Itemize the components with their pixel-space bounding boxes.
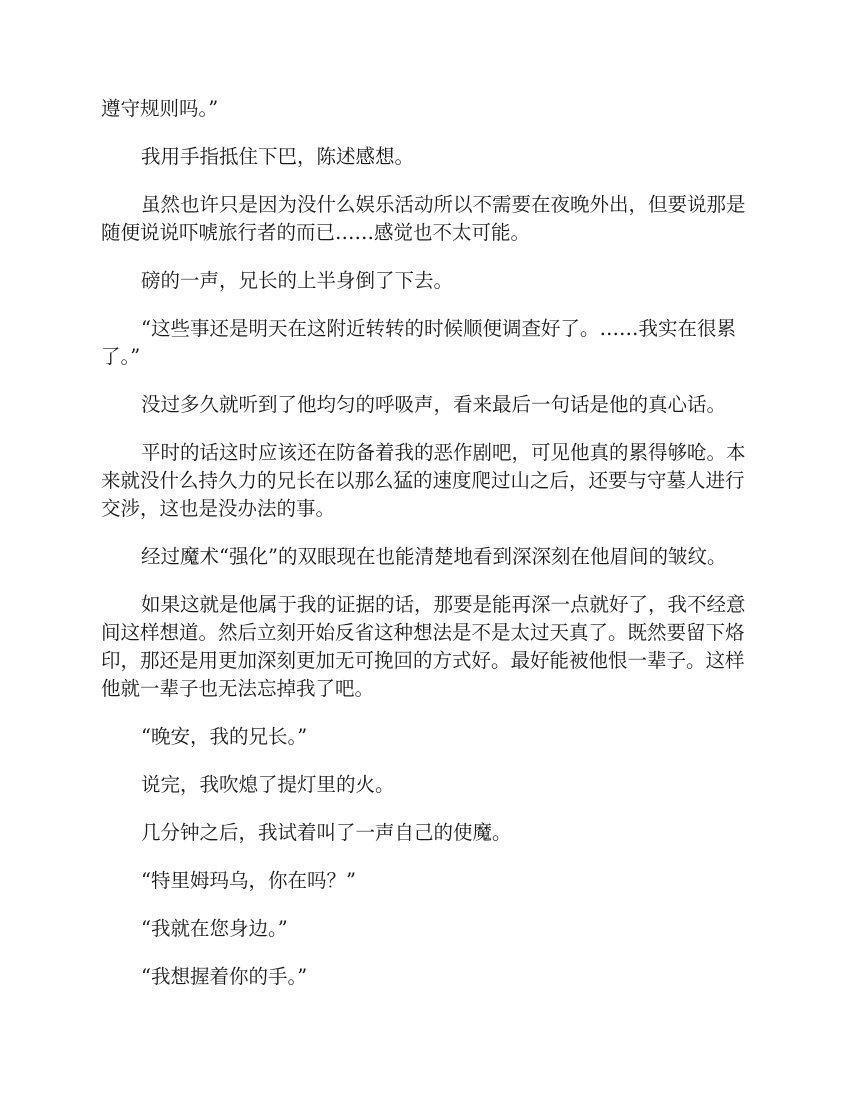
paragraph: 几分钟之后，我试着叫了一声自己的使魔。: [141, 821, 512, 844]
document-page: [101, 95, 749, 1011]
paragraph: 说完，我吹熄了提灯里的火。: [141, 773, 395, 796]
paragraph: 如果这就是他属于我的证据的话，那要是能再深一点就好了，我不经意间这样想道。然后立刻开始反省这种想法是不是太过天真了。既然要留下烙印，那还是用更加深刻更加无可挽回的方式好。最好能被他恨一辈子。这样他就一辈子也无法忘掉我了吧。: [101, 593, 746, 700]
paragraph: 我用手指抵住下巴，陈述感想。: [141, 145, 415, 168]
paragraph: “这些事还是明天在这附近转转的时候顺便调查好了。……我实在很累了。”: [101, 317, 736, 368]
paragraph: 磅的一声，兄长的上半身倒了下去。: [141, 269, 454, 292]
paragraph: “特里姆玛乌，你在吗？”: [141, 869, 356, 892]
paragraph: 平时的话这时应该还在防备着我的恶作剧吧，可见他真的累得够呛。本来就没什么持久力的兄长在以那么猛的速度爬过山之后，还要与守墓人进行交涉，这也是没办法的事。: [101, 441, 746, 520]
paragraph: “晚安，我的兄长。”: [141, 725, 308, 748]
paragraph: 虽然也许只是因为没什么娱乐活动所以不需要在夜晚外出，但要说那是随便说说吓唬旅行者的而已……感觉也不太可能。: [101, 193, 746, 244]
paragraph: “我想握着你的手。”: [141, 965, 308, 988]
paragraph: 遵守规则吗。”: [101, 97, 219, 120]
paragraph: “我就在您身边。”: [141, 917, 288, 940]
paragraph: 没过多久就听到了他均匀的呼吸声，看来最后一句话是他的真心话。: [141, 393, 727, 416]
paragraph: 经过魔术“强化”的双眼现在也能清楚地看到深深刻在他眉间的皱纹。: [141, 545, 727, 568]
